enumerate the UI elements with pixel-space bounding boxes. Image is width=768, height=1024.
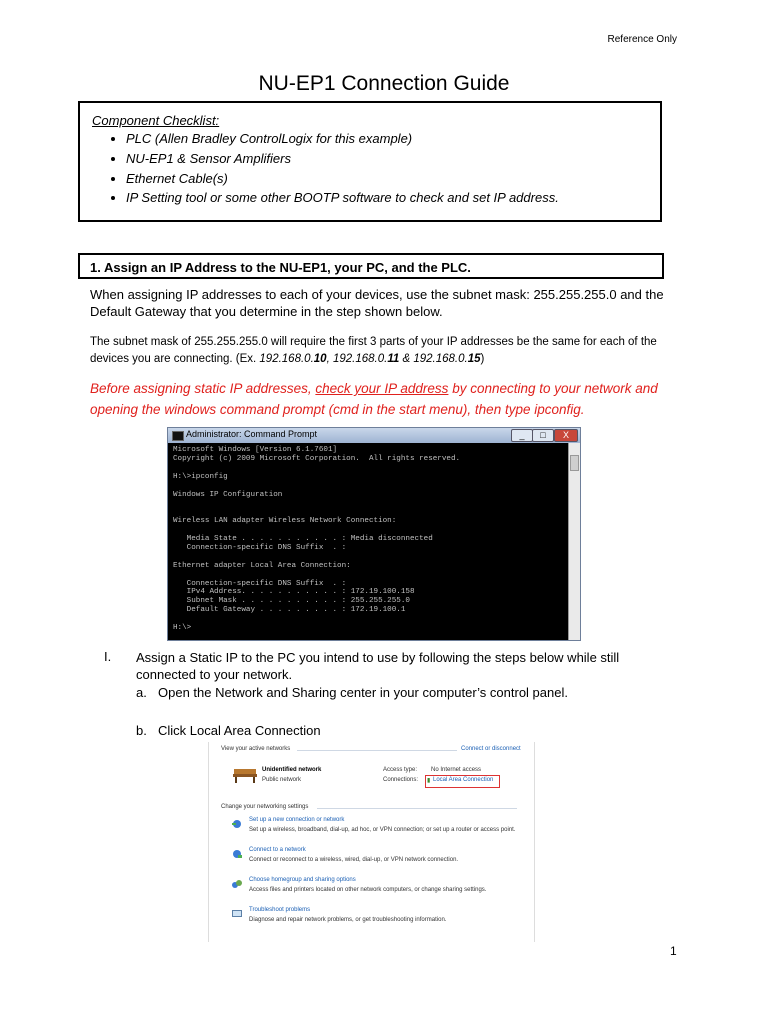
homegroup-link[interactable]: Choose homegroup and sharing options	[249, 877, 356, 883]
access-type-label: Access type:	[383, 767, 418, 773]
cmd-titlebar	[168, 428, 580, 443]
cmd-scroll-thumb[interactable]	[570, 455, 579, 471]
checklist-item: • Ethernet Cable(s)	[126, 169, 559, 189]
example-ip-2-last: 11	[387, 353, 400, 365]
subnet-paragraph	[90, 334, 680, 368]
example-ip-2-base: 192.168.0.	[332, 353, 388, 365]
sub-item-text: Click Local Area Connection	[158, 723, 321, 738]
cmd-line: Connection-specific DNS Suffix . :	[173, 543, 347, 552]
example-ip-1-last: 10	[313, 353, 327, 365]
checklist-heading: Component Checklist:	[92, 113, 220, 128]
example-separator: ,	[326, 353, 333, 365]
cmd-app-icon	[172, 431, 184, 441]
connect-disconnect-link[interactable]: Connect or disconnect	[461, 746, 521, 752]
cmd-line: Copyright (c) 2009 Microsoft Corporation. All rights reserved.	[173, 454, 461, 463]
network-name: Unidentified network	[262, 767, 322, 773]
troubleshoot-desc: Diagnose and repair network problems, or get troubleshooting information.	[249, 917, 447, 923]
network-type: Public network	[262, 777, 302, 783]
list-item-number: I.	[104, 649, 112, 664]
cmd-line: Windows IP Configuration	[173, 490, 283, 499]
divider	[297, 750, 457, 751]
page-title: NU-EP1 Connection Guide	[258, 72, 510, 95]
minimize-button[interactable]: _	[511, 429, 533, 442]
example-ip-1-base: 192.168.0.	[259, 353, 314, 365]
troubleshoot-icon	[231, 908, 243, 920]
subnet-text-end: )	[480, 353, 485, 365]
cmd-line: Microsoft Windows [Version 6.1.7601]	[173, 446, 338, 454]
local-area-connection-link[interactable]: Local Area Connection	[433, 777, 494, 783]
cmd-line: Wireless LAN adapter Wireless Network Connection:	[173, 517, 397, 526]
reference-label: Reference Only	[607, 34, 677, 45]
close-button[interactable]: X	[554, 429, 578, 442]
connect-network-icon	[231, 848, 243, 860]
network-sharing-screenshot	[208, 742, 535, 942]
cmd-scrollbar[interactable]	[568, 443, 580, 640]
cmd-line: H:\>	[173, 624, 192, 632]
example-ampersand: &	[399, 353, 414, 365]
cmd-title: Administrator: Command Prompt	[186, 429, 318, 439]
cmd-line: Connection-specific DNS Suffix . :	[173, 579, 347, 588]
component-checklist-box	[78, 101, 662, 222]
example-ip-3-last: 15	[467, 353, 481, 365]
cmd-output	[171, 446, 568, 637]
homegroup-desc: Access files and printers located on other network computers, or change sharing settings.	[249, 887, 487, 893]
cmd-line: Media State . . . . . . . . . . . : Media disconnected	[173, 535, 433, 543]
bench-icon	[232, 767, 258, 783]
sub-item-number: b.	[136, 723, 147, 738]
warning-text-b: by connecting to your network and opening the windows command prompt (cmd in the start menu), then type ipconfig.	[90, 381, 658, 417]
checklist-item: • NU-EP1 & Sensor Amplifiers	[126, 149, 559, 169]
cmd-line: Default Gateway . . . . . . . . . : 172.19.100.1	[173, 606, 406, 615]
cmd-line: Subnet Mask . . . . . . . . . . . : 255.255.255.0	[173, 597, 410, 606]
homegroup-icon	[231, 878, 243, 890]
access-type-value: No Internet access	[431, 767, 482, 773]
subnet-text: The subnet mask of 255.255.255.0 will require the first 3 parts of your IP addresses be the same for each of the devices you are connecting. (Ex.	[90, 336, 657, 365]
divider	[317, 808, 517, 809]
checklist-item: • PLC (Allen Bradley ControlLogix for this example)	[126, 129, 559, 149]
connect-network-link[interactable]: Connect to a network	[249, 847, 306, 853]
view-active-networks-label: View your active networks	[221, 746, 291, 752]
example-ip-3-base: 192.168.0.	[413, 353, 468, 365]
warning-paragraph	[90, 378, 680, 420]
page-number: 1	[670, 944, 677, 958]
step1-heading: 1. Assign an IP Address to the NU-EP1, your PC, and the PLC.	[90, 260, 471, 275]
cmd-line: Ethernet adapter Local Area Connection:	[173, 561, 351, 570]
command-prompt-screenshot	[167, 427, 581, 641]
sub-item-text: Open the Network and Sharing center in your computer’s control panel.	[158, 685, 568, 700]
check-ip-underlined: check your IP address	[315, 381, 449, 396]
connect-network-desc: Connect or reconnect to a wireless, wired, dial-up, or VPN network connection.	[249, 857, 459, 863]
sub-item-number: a.	[136, 685, 147, 700]
setup-connection-desc: Set up a wireless, broadband, dial-up, ad hoc, or VPN connection; or set up a router or access point.	[249, 827, 516, 833]
ethernet-icon: ▮	[427, 778, 431, 784]
step1-paragraph: When assigning IP addresses to each of your devices, use the subnet mask: 255.255.255.0 and the Default Gateway that you determine in the step shown below.	[90, 287, 664, 319]
setup-connection-link[interactable]: Set up a new connection or network	[249, 817, 345, 823]
cmd-line: IPv4 Address. . . . . . . . . . . : 172.19.100.158	[173, 588, 415, 597]
maximize-button[interactable]: □	[532, 429, 554, 442]
setup-connection-icon	[231, 818, 243, 830]
checklist-item: • IP Setting tool or some other BOOTP software to check and set IP address.	[126, 188, 559, 208]
step1-heading-box	[78, 253, 664, 279]
connections-label: Connections:	[383, 777, 419, 783]
warning-text-a: Before assigning static IP addresses,	[90, 381, 316, 396]
change-settings-label: Change your networking settings	[221, 804, 309, 810]
cmd-line: H:\>ipconfig	[173, 472, 228, 481]
list-item-text: Assign a Static IP to the PC you intend to use by following the steps below while still connected to your network.	[136, 650, 620, 682]
checklist-list	[92, 129, 559, 208]
troubleshoot-link[interactable]: Troubleshoot problems	[249, 907, 311, 913]
